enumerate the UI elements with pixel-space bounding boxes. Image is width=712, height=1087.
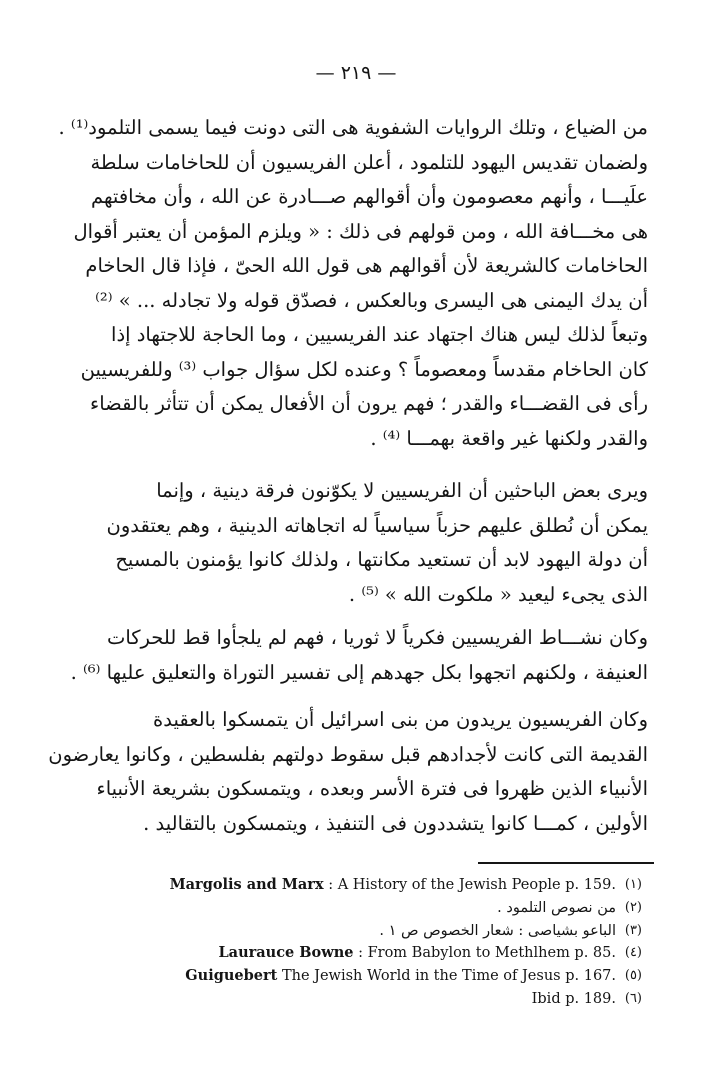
footnote-number: (١) xyxy=(624,877,642,892)
footnote-number: (٦) xyxy=(624,990,642,1006)
text-line: من الضياع ، وتلك الروايات الشفوية هى التى دونت فيما يسمى التلمود⁽¹⁾ . xyxy=(58,116,648,139)
paragraph-4 xyxy=(48,703,648,841)
footnote-author: Margolis and Marx xyxy=(169,876,324,893)
footnote xyxy=(126,988,642,1011)
paragraph-2 xyxy=(62,474,648,612)
text-line: كان الحاخام مقدساً ومعصوماً ؟ وعنده لكل سؤال جواب ⁽³⁾ وللفريسيين xyxy=(80,357,648,381)
text-line: وكان نشـــاط الفريسيين فكرياً لا ثوريا ، فهم لم يلجأوا قط للحركات xyxy=(106,626,648,649)
text-line: أن دولة اليهود لابد أن تستعيد مكانتها ، ولذلك كانوا يؤمنون بالمسيح xyxy=(115,548,648,571)
text-line: وتبعاً لذلك ليس هناك اجتهاد عند الفريسيين ، وما الحاجة للاجتهاد إذا xyxy=(111,323,648,346)
footnote-text: من نصوص التلمود . xyxy=(497,899,616,916)
text-line: الذى يجىء ليعيد « ملكوت الله » ⁽⁵⁾ . xyxy=(348,582,648,606)
footnote-text: : A History of the Jewish People p. 159. xyxy=(323,877,616,893)
footnote-separator xyxy=(478,862,654,864)
text-line: ولضمان تقديس اليهود للتلمود ، أعلن الفريسيون أن للحاخامات سلطة xyxy=(90,150,648,174)
footnote-text: Ibid p. 189. xyxy=(531,990,616,1007)
text-line: والقدر ولكنها غير واقعة بهمـــا ⁽⁴⁾ . xyxy=(370,426,648,450)
text-line: القديمة التى كانت لأجدادهم قبل سقوط دولتهم بفلسطين ، وكانوا يعارضون xyxy=(48,742,648,766)
footnote-author: Laurauce Bowne xyxy=(218,944,354,962)
footnote xyxy=(126,874,642,897)
footnote-number: (٢) xyxy=(624,899,642,915)
text-line: الحاخامات كالشريعة لأن أقوالهم هى قول الله الحىّ ، فإذا قال الحاخام xyxy=(85,254,648,277)
footnote-number: (٥) xyxy=(624,968,642,984)
text-line: وكان الفريسيون يريدون من بنى اسرائيل أن يتمسكوا بالعقيدة xyxy=(153,708,648,731)
text-line: العنيفة ، ولكنهم اتجهوا بكل جهدهم إلى تفسير التوراة والتعليق عليها ⁽⁶⁾ . xyxy=(70,660,648,684)
footnote xyxy=(126,965,642,988)
text-line: أن يدك اليمنى هى اليسرى وبالعكس ، فصدّق قوله ولا تجادله ... » ⁽²⁾ xyxy=(95,288,648,312)
footnote-text: الباعو بشياصى : شعار الخصوص ص ١ . xyxy=(379,922,616,939)
text-line: علَيـــا ، وأنهم معصومون وأن أقوالهم صـــادرة عن الله ، وأن مخافتهم xyxy=(90,185,648,208)
footnote xyxy=(126,897,642,920)
page-number: — ٢١٩ — xyxy=(315,62,397,84)
text-line: الأولين ، كمـــا كانوا يتشددون فى التنفيذ ، ويتمسكون بالتقاليد . xyxy=(143,811,648,835)
text-line: هى مخـــافة الله ، ومن قولهم فى ذلك : « ويلزم المؤمن أن يعتبر أقوال xyxy=(73,219,648,243)
footnotes xyxy=(126,874,642,1011)
footnote xyxy=(126,942,642,965)
text-line: رأى فى القضـــاء والقدر ؛ فهم يرون أن الأفعال يمكن أن تتأثر بالقضاء xyxy=(90,392,648,415)
paragraph-3 xyxy=(62,621,648,690)
footnote xyxy=(126,920,642,943)
text-line: الأنبياء الذين ظهروا فى فترة الأسر وبعده ، ويتمسكون بشريعة الأنبياء xyxy=(96,777,648,800)
text-line: يمكن أن نُطلق عليهم حزباً سياسياً له اتجاهاته الدينية ، وهم يعتقدون xyxy=(106,513,648,537)
text-line: ويرى بعض الباحثين أن الفريسيين لا يكوّنون فرقة دينية ، وإنما xyxy=(156,479,648,502)
footnote-text: : From Babylon to Methlhem p. 85. xyxy=(353,945,616,962)
footnote-text: The Jewish World in the Time of Jesus p. 167. xyxy=(277,968,616,985)
paragraph-1 xyxy=(58,111,648,456)
footnote-number: (٣) xyxy=(624,922,642,938)
footnote-author: Guiguebert xyxy=(185,967,278,985)
footnote-number: (٤) xyxy=(624,945,642,961)
